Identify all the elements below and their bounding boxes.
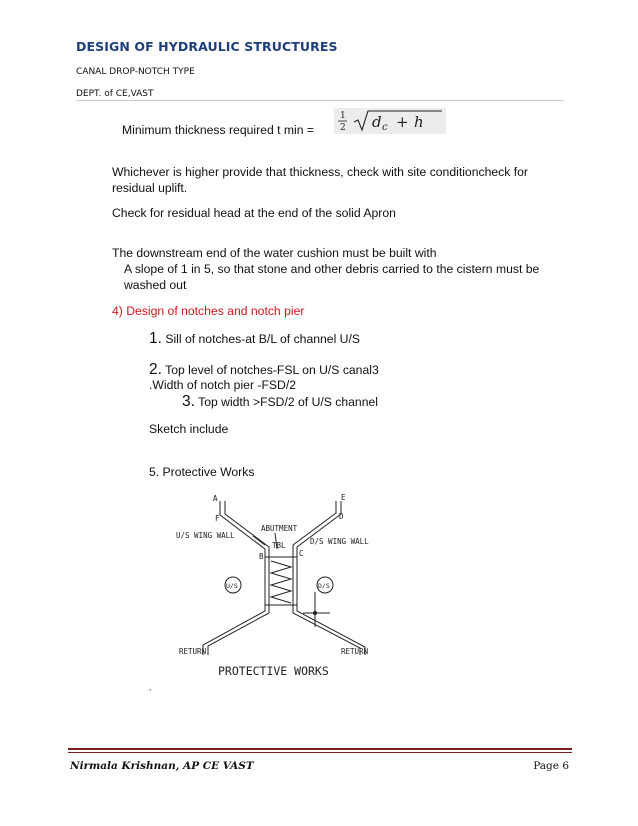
formula-h: h [414,113,424,131]
tbl-label: TBL [272,541,286,550]
label-b: B [259,552,264,561]
formula-graphic [334,108,446,134]
formula-subscript-c: c [382,122,388,133]
formula-numerator: 1 [340,111,346,121]
whichever-line-2: residual uplift. [112,181,188,195]
list-item-2-text: Top level of notches-FSL on U/S canal3 [161,363,379,377]
list-item-3-number: 3. [182,393,195,410]
ds-wing-wall-outer-line [297,501,341,557]
department-label: DEPT. of CE,VAST [76,89,154,99]
footer-author: Nirmala Krishnan, AP CE VAST [70,760,254,772]
ds-wing-wall-label: D/S WING WALL [310,537,369,546]
return-left-label: RETURN [179,647,207,656]
protective-works-heading: 5. Protective Works [149,465,255,479]
us-wing-leader [253,536,265,545]
list-item-1-number: 1. [149,330,162,347]
list-item-1 [149,331,360,348]
list-item-2 [149,362,379,379]
stray-mark: ‚ [149,682,152,693]
return-right-label: RETURN [341,647,369,656]
list-item-1-text: Sill of notches-at B/L of channel U/S [161,332,360,346]
diagram-caption: PROTECTIVE WORKS [218,664,329,678]
us-wing-wall-outer-line [220,501,265,557]
formula-denominator: 2 [340,123,346,133]
abutment-label: ABUTMENT [261,524,298,533]
lower-left-wall-inner [208,605,269,655]
notch-zigzag [271,561,291,603]
formula-plus: + [396,113,409,131]
document-subtitle: CANAL DROP-NOTCH TYPE [76,67,195,77]
ds-label: D/S [318,582,330,590]
page-title: DESIGN OF HYDRAULIC STRUCTURES [76,39,338,54]
footer-divider-thick [68,748,572,750]
list-item-3-text: Top width >FSD/2 of U/S channel [194,395,378,409]
downstream-line-2: A slope of 1 in 5, so that stone and other debris carried to the cistern must be [124,262,540,276]
label-a: A [213,494,218,503]
min-thickness-text: Minimum thickness required t min = [122,123,315,137]
label-f: F [215,514,220,523]
protective-works-diagram [165,487,395,697]
list-item-3 [182,394,378,411]
check-residual-text: Check for residual head at the end of the solid Apron [112,206,396,220]
page-number: Page 6 [533,760,569,772]
label-c: C [299,549,304,558]
lower-left-wall-outer [203,605,265,655]
section-heading-notches: 4) Design of notches and notch pier [112,304,305,318]
label-e: E [341,493,346,502]
sketch-include-text: Sketch include [149,422,229,436]
downstream-line-1: The downstream end of the water cushion must be built with [112,246,437,260]
marker-dot [313,611,317,615]
list-item-2-number: 2. [149,361,162,378]
list-item-2-continuation: .Width of notch pier -FSD/2 [149,378,296,392]
thickness-formula-image [334,108,446,134]
formula-dc: d [372,113,382,131]
downstream-line-3: washed out [124,278,187,292]
us-wing-wall-label: U/S WING WALL [176,531,235,540]
label-d: D [339,512,344,521]
footer-divider-thin [68,752,572,753]
header-divider [76,100,564,101]
whichever-line-1: Whichever is higher provide that thickness, check with site conditioncheck for [112,165,528,179]
us-label: U/S [226,582,238,590]
